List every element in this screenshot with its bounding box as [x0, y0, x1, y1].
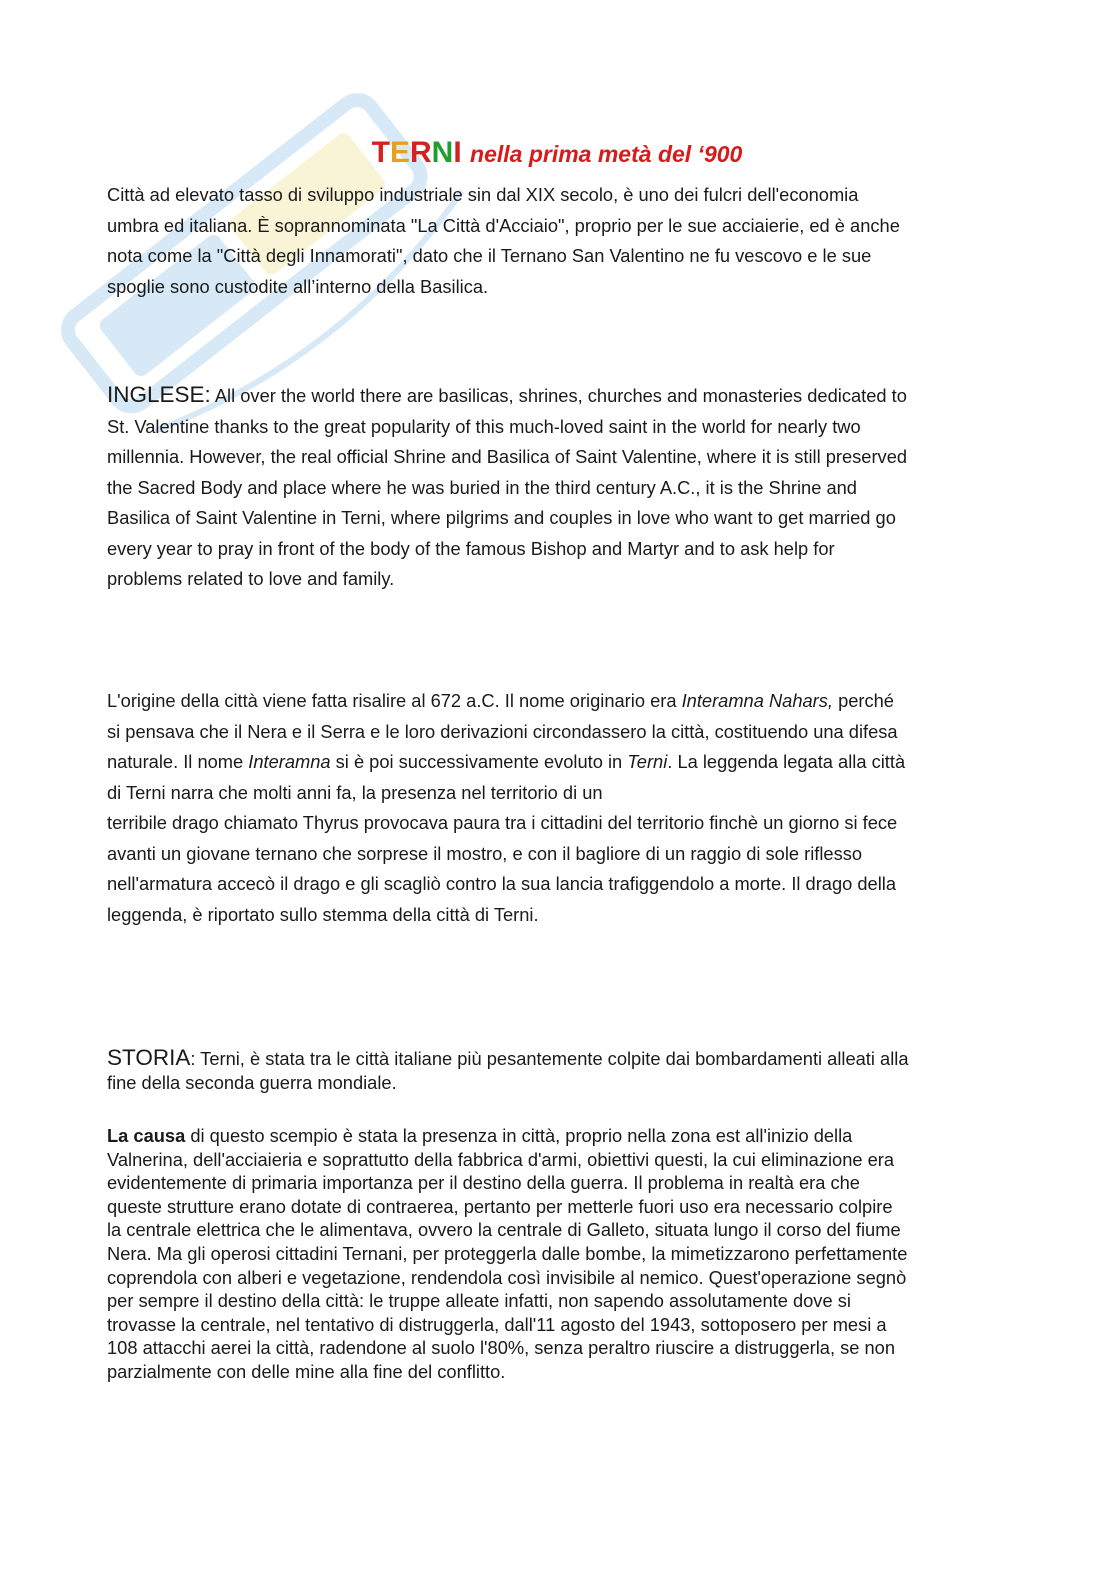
paragraph-line: Basilica of Saint Valentine in Terni, where pilgrims and couples in love who want to get married go [107, 507, 896, 528]
paragraph-line: nell'armatura accecò il drago e gli scagliò contro la sua lancia trafiggendolo a morte. Il drago della [107, 873, 897, 894]
origin-text: si è poi successivamente evoluto in [330, 751, 628, 772]
storia-paragraph [107, 1046, 1007, 1095]
title-letter-e: E [389, 136, 410, 169]
paragraph-line: parzialmente con delle mine alla fine del conflitto. [107, 1360, 506, 1382]
english-paragraph [107, 380, 1007, 595]
paragraph-line: di Terni narra che molti anni fa, la presenza nel territorio di un [107, 781, 603, 803]
causa-paragraph [107, 1124, 1007, 1384]
paragraph-line: 108 attacchi aerei la città, radendone al suolo l'80%, senza peraltro riuscire a distruggerla, se non [107, 1337, 896, 1359]
paragraph-line: the Sacred Body and place where he was buried in the third century A.C., it is the Shrine and [107, 476, 857, 498]
english-label: INGLESE: [107, 382, 211, 407]
title-letter-t: T [371, 136, 390, 169]
paragraph-line: coprendola con alberi e vegetazione, rendendola così invisibile al nemico. Quest'operazione segnò [107, 1266, 907, 1288]
paragraph-line: queste strutture erano dotate di contraerea, pertanto per metterle fuori uso era necessario colpire [107, 1195, 893, 1217]
storia-label: STORIA [107, 1045, 191, 1070]
origin-paragraph [107, 686, 1007, 930]
paragraph-line: evidentemente di primaria importanza per il destino della guerra. Il problema in realtà era che [107, 1172, 860, 1194]
paragraph-line: Città ad elevato tasso di sviluppo industriale sin dal XIX secolo, è uno dei fulcri dell'economia [107, 184, 859, 205]
origin-text: L'origine della città viene fatta risalire al 672 a.C. Il nome originario era [107, 690, 682, 711]
title-letter-i: I [453, 136, 462, 169]
paragraph-line: umbra ed italiana. È soprannominata "La Città d'Acciaio", proprio per le sue acciaierie, ed è anche [107, 214, 900, 236]
paragraph-line: problems related to love and family. [107, 568, 395, 589]
origin-italic-name: Terni [627, 751, 668, 772]
paragraph-line: di questo scempio è stata la presenza in città, proprio nella zona est all'inizio della [185, 1125, 853, 1146]
origin-italic-name: Interamna [248, 751, 331, 772]
paragraph-line: leggenda, è riportato sullo stemma della città di Terni. [107, 903, 539, 925]
paragraph-line: All over the world there are basilicas, shrines, churches and monasteries dedicated to [210, 385, 907, 406]
title-letter-r: R [410, 136, 432, 169]
origin-text: naturale. Il nome [107, 751, 249, 772]
intro-paragraph [107, 180, 1007, 302]
paragraph-line: millennia. However, the real official Shrine and Basilica of Saint Valentine, where it is still preserved [107, 446, 908, 467]
paragraph-line: trovasse la centrale, nel tentativo di distruggerla, dall'11 agosto del 1943, sottoposero per mesi a [107, 1313, 887, 1335]
paragraph-line: terribile drago chiamato Thyrus provocava paura tra i cittadini del territorio finchè un giorno si fece [107, 812, 898, 833]
origin-text: perché [832, 690, 894, 711]
paragraph-line: every year to pray in front of the body of the famous Bishop and Martyr and to ask help for [107, 537, 835, 559]
title-letter-n: N [431, 136, 454, 169]
paragraph-line: Nera. Ma gli operosi cittadini Ternani, per proteggerla dalle bombe, la mimetizzarono perfettamente [107, 1242, 908, 1264]
paragraph-line: Valnerina, dell'acciaieria e soprattutto della fabbrica d'armi, obiettivi questi, la cui eliminazione era [107, 1148, 895, 1170]
paragraph-line: la centrale elettrica che le alimentava, ovvero la centrale di Galleto, situata lungo il corso del fiume [107, 1219, 901, 1241]
page-title [107, 134, 1007, 173]
causa-label: La causa [107, 1125, 186, 1146]
origin-text: . La leggenda legata alla città [667, 751, 906, 772]
paragraph-line: avanti un giovane ternano che sorprese il mostro, e con il bagliore di un raggio di sole riflesso [107, 842, 863, 864]
paragraph-line: nota come la "Città degli Innamorati", dato che il Ternano San Valentino ne fu vescovo e le sue [107, 245, 872, 266]
paragraph-line: per sempre il destino della città: le truppe alleate infatti, non sapendo assolutamente dove si [107, 1290, 851, 1312]
paragraph-line: si pensava che il Nera e il Serra e le loro derivazioni circondassero la città, costituendo una difesa [107, 720, 898, 742]
paragraph-line: spoglie sono custodite all’interno della Basilica. [107, 275, 489, 297]
paragraph-line: St. Valentine thanks to the great popularity of this much-loved saint in the world for nearly two [107, 415, 861, 437]
title-subtitle: nella prima metà del ‘900 [470, 141, 743, 167]
paragraph-line: : Terni, è stata tra le città italiane più pesantemente colpite dai bombardamenti alleati alla [190, 1048, 909, 1069]
origin-italic-name: Interamna Nahars, [681, 690, 833, 711]
paragraph-line: fine della seconda guerra mondiale. [107, 1072, 397, 1093]
